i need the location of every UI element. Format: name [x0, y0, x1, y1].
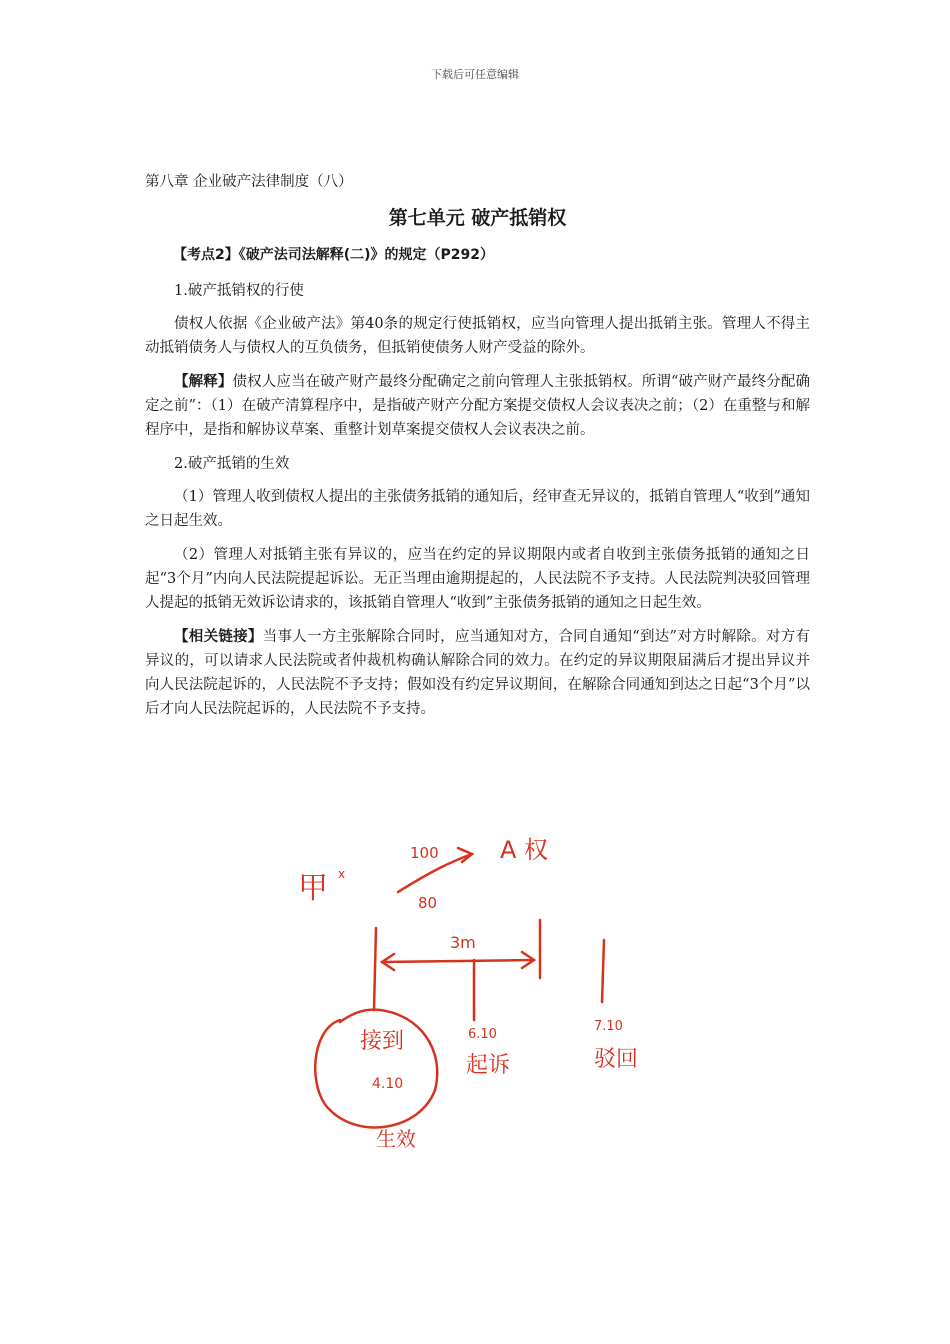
diagram-reject-label: 驳回 — [594, 1047, 639, 1072]
exam-point-heading: 【考点2】《破产法司法解释(二)》的规定（P292） — [173, 247, 495, 263]
explanation-text: 债权人应当在破产财产最终分配确定之前向管理人主张抵销权。所谓“破产财产最终分配确定之前”：（1）在破产清算程序中，是指破产财产分配方案提交债权人会议表决之前；（2）在重整与和解程序中，是指和解协议草案、重整计划草案提交债权人会议表决之前。 — [145, 374, 810, 438]
diagram-receive-circle — [315, 1010, 437, 1128]
diagram-effective-label: 生效 — [376, 1127, 416, 1151]
section2-title: 2.破产抵销的生效 — [174, 456, 290, 472]
section1-explanation — [145, 370, 810, 442]
unit-title: 第七单元 破产抵销权 — [388, 207, 567, 229]
diagram-sue-label: 起诉 — [466, 1053, 511, 1078]
section1-paragraph: 债权人依据《企业破产法》第40条的规定行使抵销权，应当向管理人提出抵销主张。管理人不得主动抵销债务人与债权人的互负债务，但抵销使债务人财产受益的除外。 — [145, 316, 810, 356]
diagram-tick-receive — [374, 928, 376, 1010]
page-header-note: 下载后可任意编辑 — [431, 68, 519, 81]
related-link-text: 当事人一方主张解除合同时，应当通知对方，合同自通知“到达”对方时解除。对方有异议的，可以请求人民法院或者仲裁机构确认解除合同的效力。在约定的异议期限届满后才提出异议并向人民法院起诉的，人民法院不予支持；假如没有约定异议期间，在解除合同通知到达之日起“3个月”以后才向人民法院起诉的，人民法院不予支持。 — [145, 629, 810, 717]
diagram-period-arrow — [382, 960, 534, 962]
handwritten-diagram — [290, 810, 590, 1160]
reject-marker — [580, 930, 670, 1090]
diagram-period: 3m — [450, 933, 476, 952]
section2-item2: （2）管理人对抵销主张有异议的，应当在约定的异议期限内或者自收到主张债务抵销的通知之日起“3个月”内向人民法院提起诉讼。无正当理由逾期提起的，人民法院不予支持。人民法院判决驳回管理人提起的抵销无效诉讼请求的，该抵销自管理人“收到”主张债务抵销的通知之日起生效。 — [145, 547, 810, 611]
diagram-sue-date: 6.10 — [468, 1027, 497, 1042]
diagram-party-mark: x — [338, 867, 346, 881]
document-body — [145, 170, 810, 731]
diagram-party: 甲 — [298, 871, 328, 906]
explanation-tag: 【解释】 — [174, 373, 233, 390]
diagram-receive-label: 接到 — [360, 1029, 405, 1054]
section2-related-link — [145, 625, 810, 721]
section1-title: 1.破产抵销权的行使 — [174, 283, 304, 299]
diagram-receive-date: 4.10 — [372, 1076, 404, 1092]
diagram-amount-bottom: 80 — [418, 894, 438, 912]
diagram-reject-tick — [602, 940, 604, 1002]
diagram-reject-date-2: 7.10 — [594, 1019, 623, 1034]
section2-item1: （1）管理人收到债权人提出的主张债务抵销的通知后，经审查无异议的，抵销自管理人“收到”通知之日起生效。 — [145, 489, 810, 529]
diagram-amount-top: 100 — [410, 844, 439, 862]
chapter-title: 第八章 企业破产法律制度（八） — [145, 174, 353, 190]
diagram-claim: A 权 — [500, 836, 549, 864]
related-link-tag: 【相关链接】 — [174, 628, 263, 645]
